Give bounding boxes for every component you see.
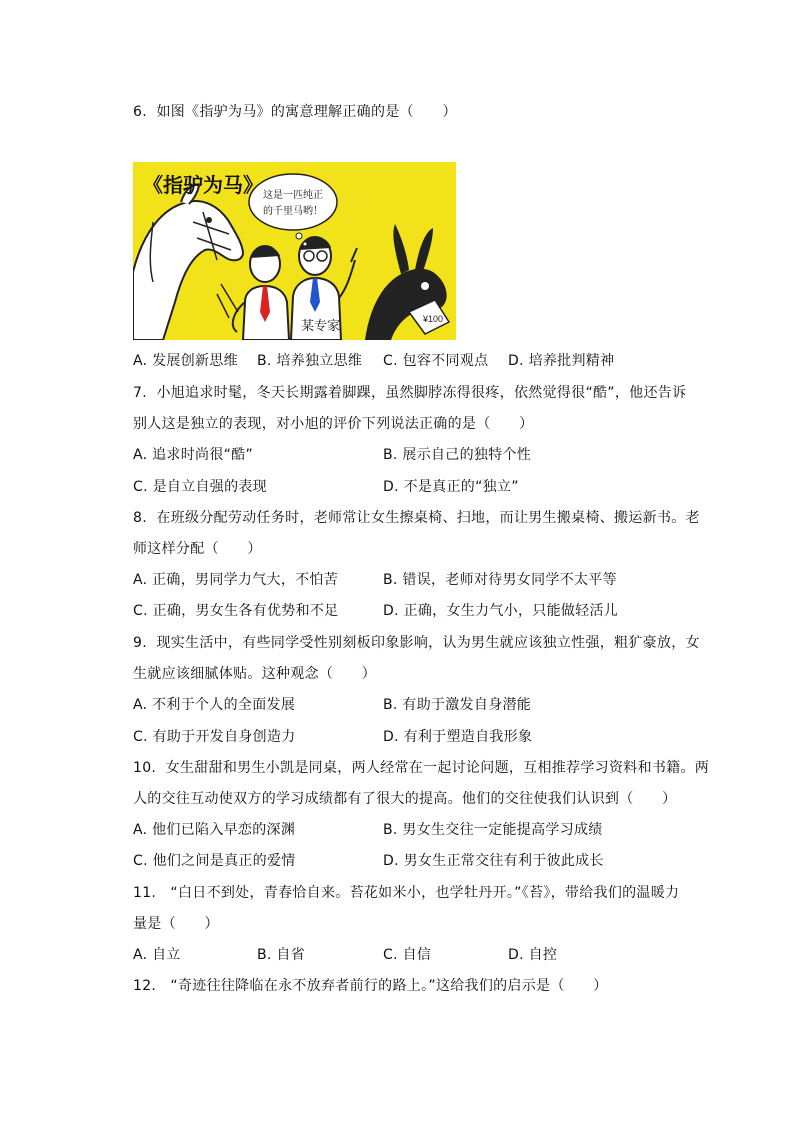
q6-option-a: A. 发展创新思维 [133,353,238,369]
q11-option-d: D. 自控 [508,947,558,963]
q12-stem: 12. “奇迹往往降临在永不放弃者前行的路上。”这给我们的启示是（ ） [133,978,608,994]
q8-stem-line1: 8. 在班级分配劳动任务时，老师常让女生擦桌椅、扫地，而让男生搬桌椅、搬运新书。老 [133,510,700,526]
q9-option-b: B. 有助于激发自身潜能 [383,697,532,713]
q9-option-d: D. 有利于塑造自我形象 [383,729,533,745]
q10-option-a: A. 他们已陷入早恋的深渊 [133,822,296,838]
q11-option-c: C. 自信 [383,947,432,963]
q10-option-c: C. 他们之间是真正的爱情 [133,853,296,869]
expert-badge: 某专家 [301,319,341,334]
q10-stem-line2: 人的交往互动使双方的学习成绩都有了很大的提高。他们的交往使我们认识到（ ） [133,791,677,807]
q8-option-a: A. 正确，男同学力气大，不怕苦 [133,572,339,588]
cartoon-title: 《指驴为马》 [143,173,263,197]
q6-stem: 6. 如图《指驴为马》的寓意理解正确的是（ ） [133,104,457,120]
q6-option-b: B. 培养独立思维 [257,353,363,369]
q9-stem-line1: 9. 现实生活中，有些同学受性别刻板印象影响，认为男生就应该独立性强，粗犷豪放，女 [133,635,700,651]
q10-option-b: B. 男女生交往一定能提高学习成绩 [383,822,603,838]
q7-stem-line1: 7. 小旭追求时髦，冬天长期露着脚踝，虽然脚脖冻得很疼，依然觉得很“酷”，他还告诉 [133,385,687,401]
q9-option-c: C. 有助于开发自身创造力 [133,729,296,745]
q11-option-b: B. 自省 [257,947,306,963]
cartoon-image [133,162,456,340]
q7-option-c: C. 是自立自强的表现 [133,479,267,495]
q10-stem-line1: 10. 女生甜甜和男生小凯是同桌，两人经常在一起讨论问题，互相推荐学习资料和书籍。两 [133,760,710,776]
q9-option-a: A. 不利于个人的全面发展 [133,697,296,713]
q11-stem-line1: 11. “白日不到处，青春恰自来。苔花如米小，也学牡丹开。”《苔》，带给我们的温暖力 [133,885,680,901]
q6-option-c: C. 包容不同观点 [383,353,489,369]
q11-stem-line2: 量是（ ） [133,916,219,932]
q11-option-a: A. 自立 [133,947,181,963]
q9-stem-line2: 生就应该细腻体贴。这种观念（ ） [133,666,377,682]
money-label: ¥100 [423,314,444,324]
q7-option-d: D. 不是真正的“独立” [383,479,519,495]
q8-option-c: C. 正确，男女生各有优势和不足 [133,603,339,619]
bubble-text-line2: 的千里马哟！ [263,206,323,217]
q8-stem-line2: 师这样分配（ ） [133,541,262,557]
q8-option-b: B. 错误，老师对待男女同学不太平等 [383,572,617,588]
q6-option-d: D. 培养批判精神 [508,353,615,369]
q7-stem-line2: 别人这是独立的表现，对小旭的评价下列说法正确的是（ ） [133,416,534,432]
bubble-text-line1: 这是一匹纯正 [263,190,323,201]
q8-option-d: D. 正确，女生力气小，只能做轻活儿 [383,603,619,619]
q10-option-d: D. 男女生正常交往有利于彼此成长 [383,853,604,869]
q7-option-b: B. 展示自己的独特个性 [383,447,532,463]
q7-option-a: A. 追求时尚很“酷” [133,447,254,463]
